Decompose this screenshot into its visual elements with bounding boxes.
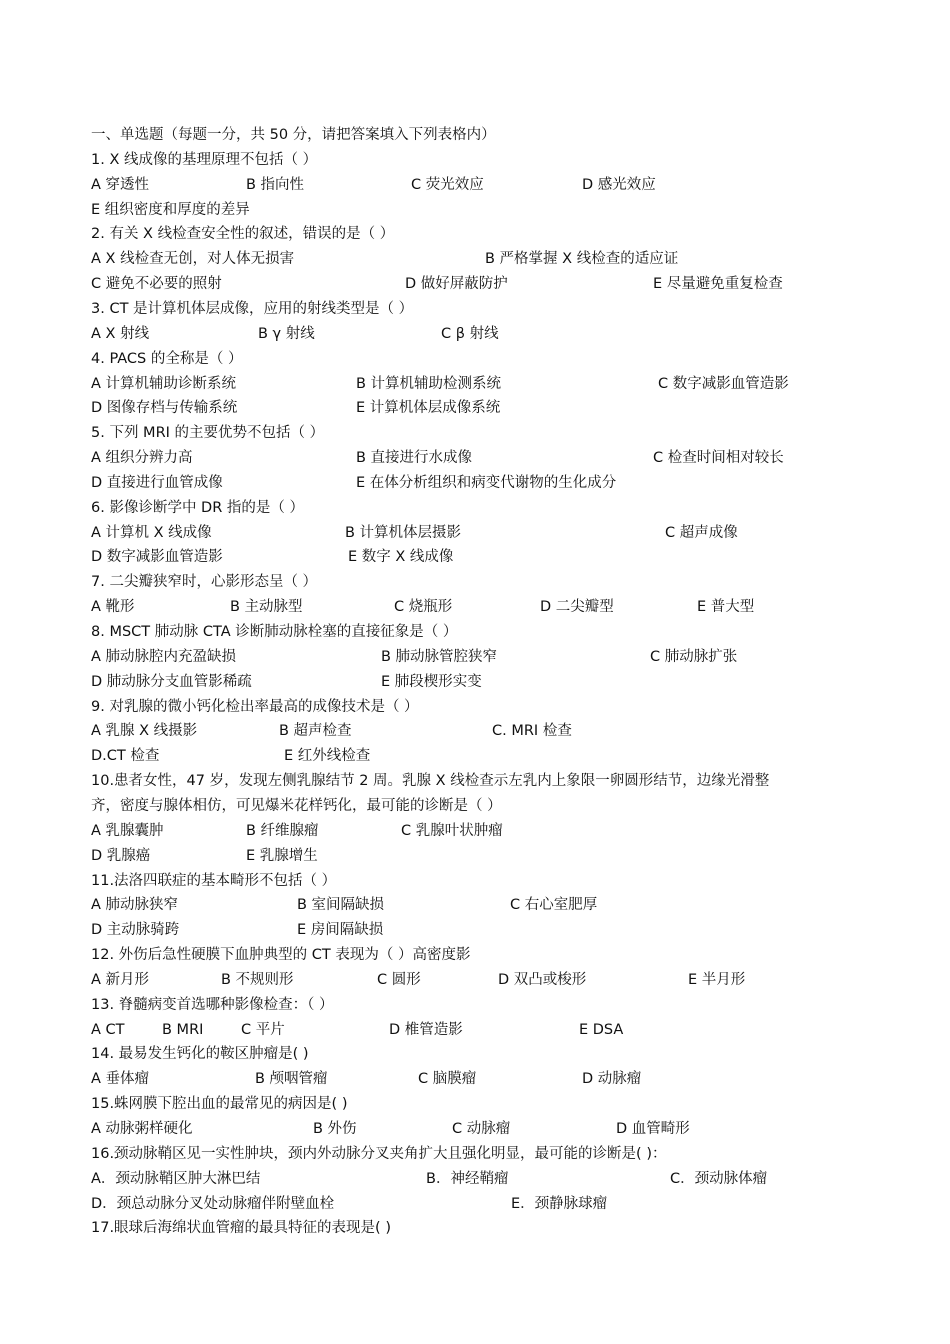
option-row <box>0 819 950 843</box>
answer-option: C 脑膜瘤 <box>418 1071 477 1088</box>
option-row <box>0 247 950 271</box>
question-stem-line <box>0 496 950 520</box>
answer-option: E 半月形 <box>688 971 746 988</box>
answer-option: D 肺动脉分支血管影稀疏 <box>91 673 252 690</box>
answer-option: C β 射线 <box>441 325 499 342</box>
answer-option: B MRI <box>162 1021 204 1038</box>
answer-option: B 严格掌握 X 线检查的适应证 <box>485 251 679 268</box>
answer-option: D 感光效应 <box>582 176 656 193</box>
answer-option: A X 线检查无创，对人体无损害 <box>91 251 295 268</box>
answer-option: B 直接进行水成像 <box>356 450 473 467</box>
answer-option: A 组织分辨力高 <box>91 450 193 467</box>
question-stem-line <box>0 421 950 445</box>
answer-option: D 乳腺癌 <box>91 847 151 864</box>
answer-option: B 指向性 <box>246 176 305 193</box>
answer-option: E 普大型 <box>697 599 755 616</box>
answer-option: A 计算机 X 线成像 <box>91 524 212 541</box>
answer-option: B 计算机体层摄影 <box>345 524 462 541</box>
answer-option: D.CT 检查 <box>91 748 160 765</box>
answer-option: B γ 射线 <box>258 325 315 342</box>
answer-option: A 动脉粥样硬化 <box>91 1121 193 1137</box>
answer-option: B 计算机辅助检测系统 <box>356 375 502 392</box>
option-row <box>0 719 950 743</box>
answer-option: C 烧瓶形 <box>394 599 453 616</box>
question-stem-line <box>0 297 950 321</box>
answer-option: D 二尖瓣型 <box>540 599 614 616</box>
option-row <box>0 372 950 396</box>
answer-option: B 不规则形 <box>221 971 294 988</box>
section-header-line <box>0 123 950 147</box>
option-row <box>0 744 950 768</box>
option-row <box>0 1167 950 1191</box>
answer-option: A X 射线 <box>91 325 150 342</box>
question-stem: 5. 下列 MRI 的主要优势不包括（ ） <box>91 425 325 442</box>
option-row <box>0 521 950 545</box>
question-stem-line <box>0 869 950 893</box>
answer-option: A 靴形 <box>91 599 135 616</box>
option-row <box>0 198 950 222</box>
question-stem-line <box>0 993 950 1017</box>
answer-option: A 穿透性 <box>91 176 150 193</box>
answer-option: E 尽量避免重复检查 <box>653 276 783 293</box>
answer-option: D 直接进行血管成像 <box>91 474 223 491</box>
answer-option: C 平片 <box>241 1021 285 1038</box>
answer-option: D 血管畸形 <box>616 1121 690 1137</box>
question-stem-line <box>0 620 950 644</box>
question-stem: 13. 脊髓病变首选哪种影像检查：（ ） <box>91 996 334 1013</box>
answer-option: B 主动脉型 <box>230 599 303 616</box>
answer-option: E 乳腺增生 <box>246 847 318 864</box>
answer-option: D 主动脉骑跨 <box>91 922 180 939</box>
answer-option: C．颈动脉体瘤 <box>670 1170 768 1187</box>
question-stem-line <box>0 1092 950 1116</box>
question-stem-line <box>0 769 950 793</box>
question-stem: 6. 影像诊断学中 DR 指的是（ ） <box>91 499 305 516</box>
answer-option: E 组织密度和厚度的差异 <box>91 201 250 218</box>
answer-option: B．神经鞘瘤 <box>426 1170 509 1187</box>
answer-option: C. MRI 检查 <box>492 723 572 740</box>
option-row <box>0 272 950 296</box>
option-row <box>0 595 950 619</box>
question-stem-line <box>0 347 950 371</box>
question-stem: 11.法洛四联症的基本畸形不包括（ ） <box>91 872 337 889</box>
answer-option: B 外伤 <box>313 1121 357 1137</box>
answer-option: A 计算机辅助诊断系统 <box>91 375 237 392</box>
question-stem: 15.蛛网膜下腔出血的最常见的病因是( ) <box>91 1096 348 1113</box>
answer-option: A CT <box>91 1021 125 1038</box>
answer-option: A 垂体瘤 <box>91 1071 150 1088</box>
option-row <box>0 1018 950 1042</box>
option-row <box>0 968 950 992</box>
answer-option: E 肺段楔形实变 <box>381 673 482 690</box>
answer-option: E．颈静脉球瘤 <box>511 1195 608 1212</box>
answer-option: E 数字 X 线成像 <box>348 549 454 566</box>
answer-option: C 乳腺叶状肿瘤 <box>401 822 503 839</box>
question-stem-line <box>0 1142 950 1166</box>
answer-option: D 动脉瘤 <box>582 1071 642 1088</box>
question-stem: 14. 最易发生钙化的鞍区肿瘤是( ) <box>91 1046 309 1063</box>
option-row <box>0 396 950 420</box>
section-header: 一、单选题（每题一分，共 50 分，请把答案填入下列表格内） <box>91 127 496 143</box>
answer-option: D 图像存档与传输系统 <box>91 400 238 417</box>
option-row <box>0 1192 950 1216</box>
answer-option: B 室间隔缺损 <box>297 897 385 914</box>
answer-option: A．颈动脉鞘区肿大淋巴结 <box>91 1170 261 1187</box>
answer-option: A 肺动脉腔内充盈缺损 <box>91 648 237 665</box>
question-stem: 2. 有关 X 线检查安全性的叙述，错误的是（ ） <box>91 226 395 243</box>
question-stem-line <box>0 148 950 172</box>
answer-option: C 圆形 <box>377 971 421 988</box>
option-row <box>0 918 950 942</box>
answer-option: A 肺动脉狭窄 <box>91 897 179 914</box>
answer-option: C 超声成像 <box>665 524 738 541</box>
question-stem-line <box>0 695 950 719</box>
option-row <box>0 645 950 669</box>
answer-option: C 荧光效应 <box>411 176 484 193</box>
answer-option: D 椎管造影 <box>389 1021 463 1038</box>
option-row <box>0 1067 950 1091</box>
option-row <box>0 471 950 495</box>
option-row <box>0 844 950 868</box>
answer-option: B 颅咽管瘤 <box>255 1071 328 1088</box>
answer-option: C 避免不必要的照射 <box>91 276 222 293</box>
answer-option: D 做好屏蔽防护 <box>405 276 508 293</box>
answer-option: C 肺动脉扩张 <box>650 648 738 665</box>
question-stem: 16.颈动脉鞘区见一实性肿块，颈内外动脉分叉夹角扩大且强化明显，最可能的诊断是( )： <box>91 1145 667 1162</box>
answer-option: B 肺动脉管腔狭窄 <box>381 648 498 665</box>
answer-option: E 红外线检查 <box>284 748 371 765</box>
question-stem: 9. 对乳腺的微小钙化检出率最高的成像技术是（ ） <box>91 698 419 715</box>
answer-option: C 检查时间相对较长 <box>653 450 784 467</box>
answer-option: E 房间隔缺损 <box>297 922 384 939</box>
question-stem: 10.患者女性，47 岁，发现左侧乳腺结节 2 周。乳腺 X 线检查示左乳内上象限一卵圆形结节，边缘光滑整 <box>91 773 770 790</box>
question-stem-line <box>0 570 950 594</box>
answer-option: E 计算机体层成像系统 <box>356 400 501 417</box>
option-row <box>0 545 950 569</box>
option-row <box>0 1117 950 1141</box>
question-stem: 3. CT 是计算机体层成像，应用的射线类型是（ ） <box>91 300 414 317</box>
answer-option: C 动脉瘤 <box>452 1121 511 1137</box>
question-stem-line <box>0 1042 950 1066</box>
question-stem-line <box>0 222 950 246</box>
option-row <box>0 446 950 470</box>
question-stem: 7. 二尖瓣狭窄时，心影形态呈（ ） <box>91 574 318 591</box>
answer-option: A 新月形 <box>91 971 150 988</box>
question-stem: 12. 外伤后急性硬膜下血肿典型的 CT 表现为（ ）高密度影 <box>91 947 471 964</box>
answer-option: D 数字减影血管造影 <box>91 549 223 566</box>
question-stem: 17.眼球后海绵状血管瘤的最具特征的表现是( ) <box>91 1220 391 1237</box>
question-stem-line <box>0 794 950 818</box>
option-row <box>0 670 950 694</box>
answer-option: A 乳腺囊肿 <box>91 822 164 839</box>
answer-option: C 右心室肥厚 <box>510 897 598 914</box>
question-stem: 4. PACS 的全称是（ ） <box>91 350 243 367</box>
question-stem: 8. MSCT 肺动脉 CTA 诊断肺动脉栓塞的直接征象是（ ） <box>91 624 458 640</box>
answer-option: E DSA <box>579 1021 624 1038</box>
answer-option: C 数字减影血管造影 <box>658 375 789 392</box>
option-row <box>0 173 950 197</box>
answer-option: B 超声检查 <box>279 723 352 740</box>
answer-option: D 双凸或梭形 <box>498 971 587 988</box>
question-stem-line <box>0 1216 950 1240</box>
answer-option: A 乳腺 X 线摄影 <box>91 723 198 740</box>
option-row <box>0 322 950 346</box>
answer-option: E 在体分析组织和病变代谢物的生化成分 <box>356 474 617 491</box>
option-row <box>0 893 950 917</box>
question-stem: 1. X 线成像的基理原理不包括（ ） <box>91 151 318 168</box>
answer-option: B 纤维腺瘤 <box>246 822 319 839</box>
question-stem: 齐，密度与腺体相仿，可见爆米花样钙化，最可能的诊断是（ ） <box>91 797 502 814</box>
answer-option: D．颈总动脉分叉处动脉瘤伴附壁血栓 <box>91 1195 335 1212</box>
question-stem-line <box>0 943 950 967</box>
